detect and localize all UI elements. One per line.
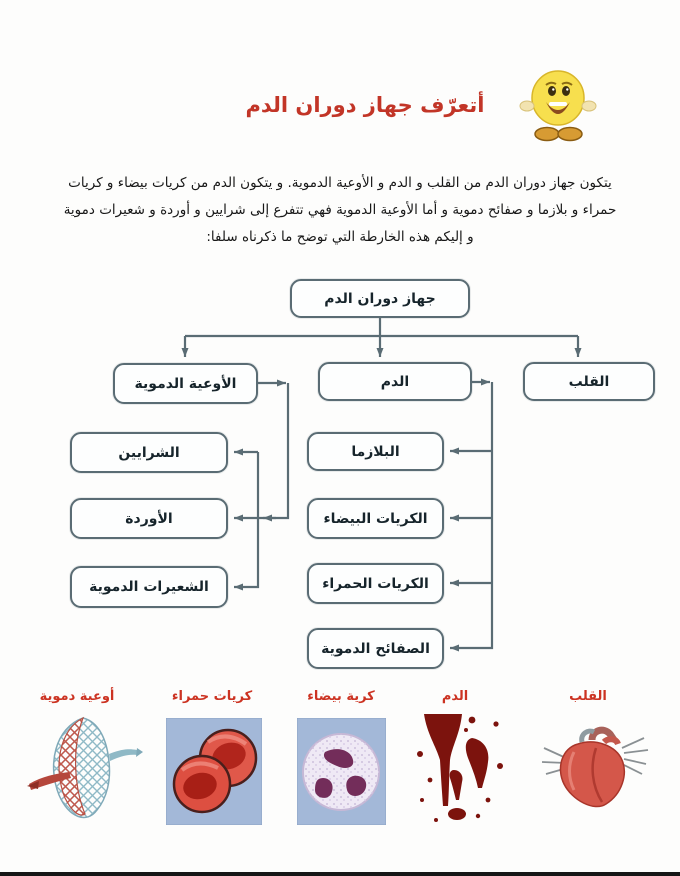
node-label: القلب	[568, 373, 610, 390]
flowchart-node-red-cells	[307, 563, 444, 604]
blood-vessels-image	[25, 710, 143, 834]
flowchart-node-arteries	[70, 432, 228, 473]
figure-label-red-cells: كريات حمراء	[171, 689, 253, 704]
figure-label-heart: القلب	[569, 689, 607, 704]
red-blood-cells-image	[166, 718, 262, 825]
node-label: جهاز دوران الدم	[324, 290, 436, 307]
heart-image	[538, 722, 650, 818]
flowchart-node-capillaries	[70, 566, 228, 608]
node-label: الأوعية الدموية	[134, 375, 237, 392]
flowchart-node-blood	[318, 362, 472, 401]
figure-label-blood: الدم	[441, 689, 469, 704]
flowchart-node-white-cells	[307, 498, 444, 539]
flowchart-node-platelets	[307, 628, 444, 669]
node-label: الصفائح الدموية	[321, 640, 430, 657]
flowchart-node-heart	[523, 362, 655, 401]
page-bottom-edge	[0, 872, 680, 876]
flowchart-node-plasma	[307, 432, 444, 471]
node-label: الشرايين	[118, 444, 180, 461]
figure-label-white-cell: كرية بيضاء	[307, 689, 375, 704]
node-label: البلازما	[351, 443, 400, 460]
intro-line-1: يتكون جهاز دوران الدم من القلب و الدم و الأوعية الدموية. و يتكون الدم من كريات بيضاء و كريات	[68, 175, 612, 191]
white-blood-cell-image	[297, 718, 386, 825]
intro-line-2: حمراء و بلازما و صفائح دموية و أما الأوعية الدموية فهي تتفرع إلى شرايين و أوردة و شعيرات دموية	[63, 202, 617, 218]
node-label: الكريات الحمراء	[322, 575, 429, 592]
flowchart-node-blood-vessels	[113, 363, 258, 404]
node-label: الأوردة	[125, 510, 173, 527]
page-title: أتعرّف جهاز دوران الدم	[245, 93, 485, 117]
flowchart-node-circulatory-system	[290, 279, 470, 318]
node-label: الكريات البيضاء	[323, 510, 428, 527]
flowchart-node-veins	[70, 498, 228, 539]
intro-paragraph	[28, 170, 652, 251]
node-label: الدم	[380, 373, 410, 390]
node-label: الشعيرات الدموية	[89, 579, 209, 595]
intro-line-3: و إليكم هذه الخارطة التي توضح ما ذكرناه سلفا:	[206, 229, 474, 245]
blood-splatter-image	[410, 708, 514, 834]
flowchart-connectors	[0, 270, 680, 690]
figure-label-vessels: أوعية دموية	[39, 689, 115, 704]
smiley-character-icon	[512, 58, 604, 150]
